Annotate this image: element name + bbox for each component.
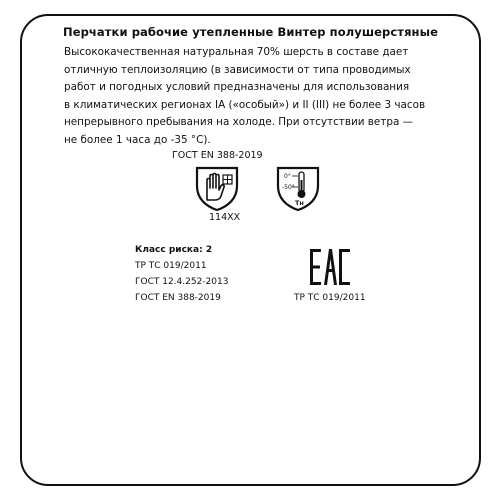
eac-logo <box>309 247 351 287</box>
description-line: непрерывного пребывания на холоде. При отсутствии ветра — <box>64 116 414 128</box>
product-title: Перчатки рабочие утепленные Винтер полушерстяные <box>62 25 439 39</box>
risk-standard: ГОСТ 12.4.252-2013 <box>135 277 229 287</box>
gost-standard-label: ГОСТ EN 388-2019 <box>172 150 263 161</box>
description-line: работ и погодных условий предназначены для использования <box>64 81 410 93</box>
description-line: в климатических регионах IA («особый») и II (III) не более 3 часов <box>64 98 426 111</box>
cold-bottom-temp: -50° <box>282 184 295 191</box>
product-description <box>64 44 444 149</box>
description-line: не более 1 часа до -35 °С). <box>64 133 211 146</box>
risk-class: Класс риска: 2 <box>135 245 213 255</box>
thermometer-cold-shield-icon <box>274 166 322 212</box>
description-line: Высококачественная натуральная 70% шерсть в составе дает <box>64 46 409 58</box>
cold-top-temp: 0° <box>284 173 291 180</box>
eac-standard-label: ТР ТС 019/2011 <box>294 293 366 303</box>
risk-info <box>135 242 228 306</box>
glove-mechanical-shield-icon <box>193 166 241 212</box>
description-line: отличную теплоизоляцию (в зависимости от типа проводимых <box>64 63 411 76</box>
product-info-card <box>20 14 481 486</box>
cold-mark: Tн <box>295 199 304 207</box>
risk-standard: ГОСТ EN 388-2019 <box>135 293 221 303</box>
mechanical-protection-code: 114XX <box>209 212 241 223</box>
risk-standard: ТР ТС 019/2011 <box>135 261 207 271</box>
